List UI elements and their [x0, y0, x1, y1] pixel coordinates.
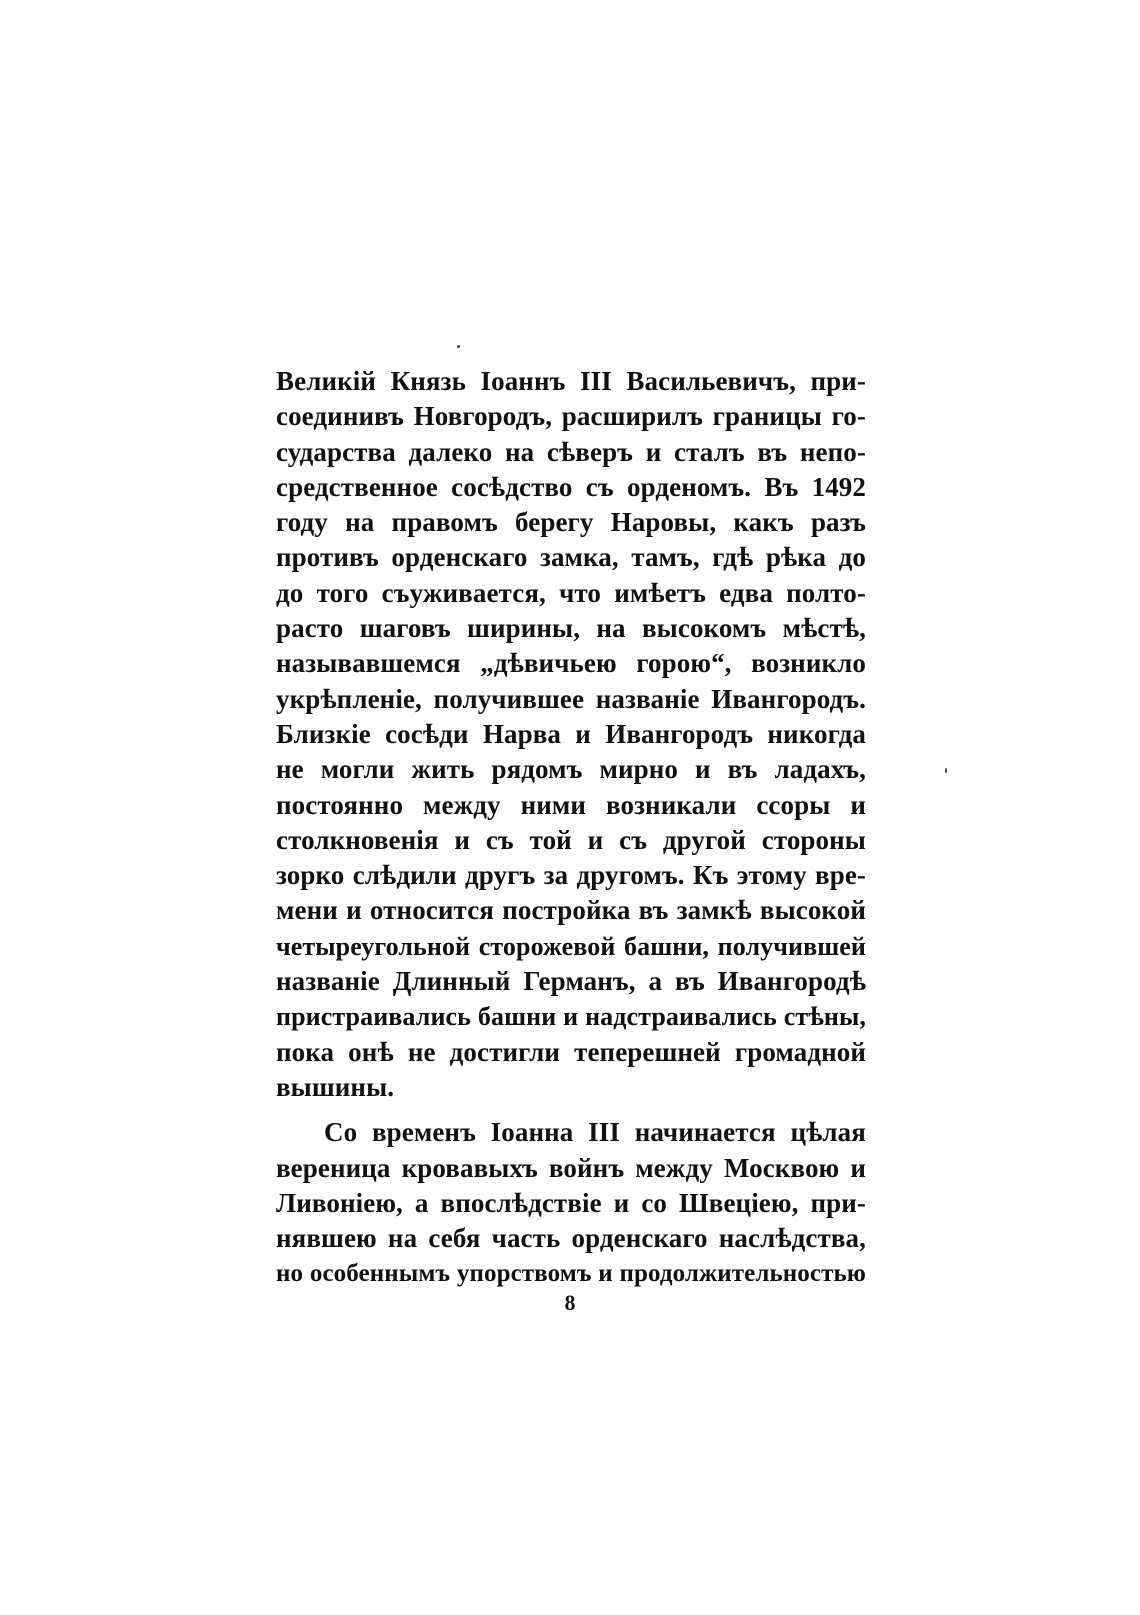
text-line: вереница кровавыхъ войнъ между Москвою и [276, 1152, 866, 1183]
text-line: расто шаговъ ширины, на высокомъ мѣстѣ, [276, 613, 866, 644]
text-line: соединивъ Новгородъ, расширилъ границы го- [276, 401, 866, 432]
text-line: сударства далеко на сѣверъ и сталъ въ непо- [276, 436, 866, 467]
text-line: средственное сосѣдство съ орденомъ. Въ 1492 [276, 471, 866, 502]
text-line: названіе Длинный Германъ, а въ Ивангородѣ [276, 966, 866, 997]
page-number: 8 [564, 1290, 576, 1315]
paragraph-2 [276, 1115, 866, 1291]
text-line: году на правомъ берегу Наровы, какъ разъ [276, 507, 866, 538]
text-line: Ливоніею, а впослѣдствіе и со Швеціею, при- [276, 1187, 866, 1218]
text-line: пристраивались башни и надстраивались стѣны, [276, 1002, 866, 1032]
text-line: укрѣпленіе, получившее названіе Ивангородъ. [276, 683, 866, 714]
text-line: столкновенія и съ той и съ другой стороны [276, 824, 866, 855]
text-line: пока онѣ не достигли теперешней громадной [276, 1036, 866, 1067]
paragraph-1 [276, 364, 866, 1105]
text-line: называвшемся „дѣвичьею горою“, возникло [276, 648, 866, 679]
text-line: противъ орденскаго замка, тамъ, гдѣ рѣка до [276, 542, 866, 573]
text-line: но особеннымъ упорствомъ и продолжительностью [276, 1260, 866, 1288]
text-line: постоянно между ними возникали ссоры и [276, 789, 866, 820]
text-line: Со временъ Іоанна III начинается цѣлая [324, 1117, 866, 1148]
print-speck [457, 345, 460, 348]
text-line: зорко слѣдили другъ за другомъ. Къ этому вре- [276, 860, 866, 891]
text-line: Близкіе сосѣди Нарва и Ивангородъ никогда [276, 718, 866, 749]
body-text [276, 364, 866, 1292]
text-line: Великій Князь Іоаннъ III Васильевичъ, при- [276, 366, 866, 396]
text-line: нявшею на себя часть орденскаго наслѣдства, [276, 1223, 866, 1254]
paragraph-gap [276, 1105, 866, 1115]
print-speck [945, 768, 947, 773]
text-line: четыреугольной сторожевой башни, получившей [276, 931, 866, 961]
text-line: до того съуживается, что имѣетъ едва полто- [276, 577, 866, 608]
text-line: вышины. [276, 1071, 395, 1102]
text-line: не могли жить рядомъ мирно и въ ладахъ, [276, 754, 866, 785]
text-line: мени и относится постройка въ замкѣ высокой [276, 895, 866, 926]
